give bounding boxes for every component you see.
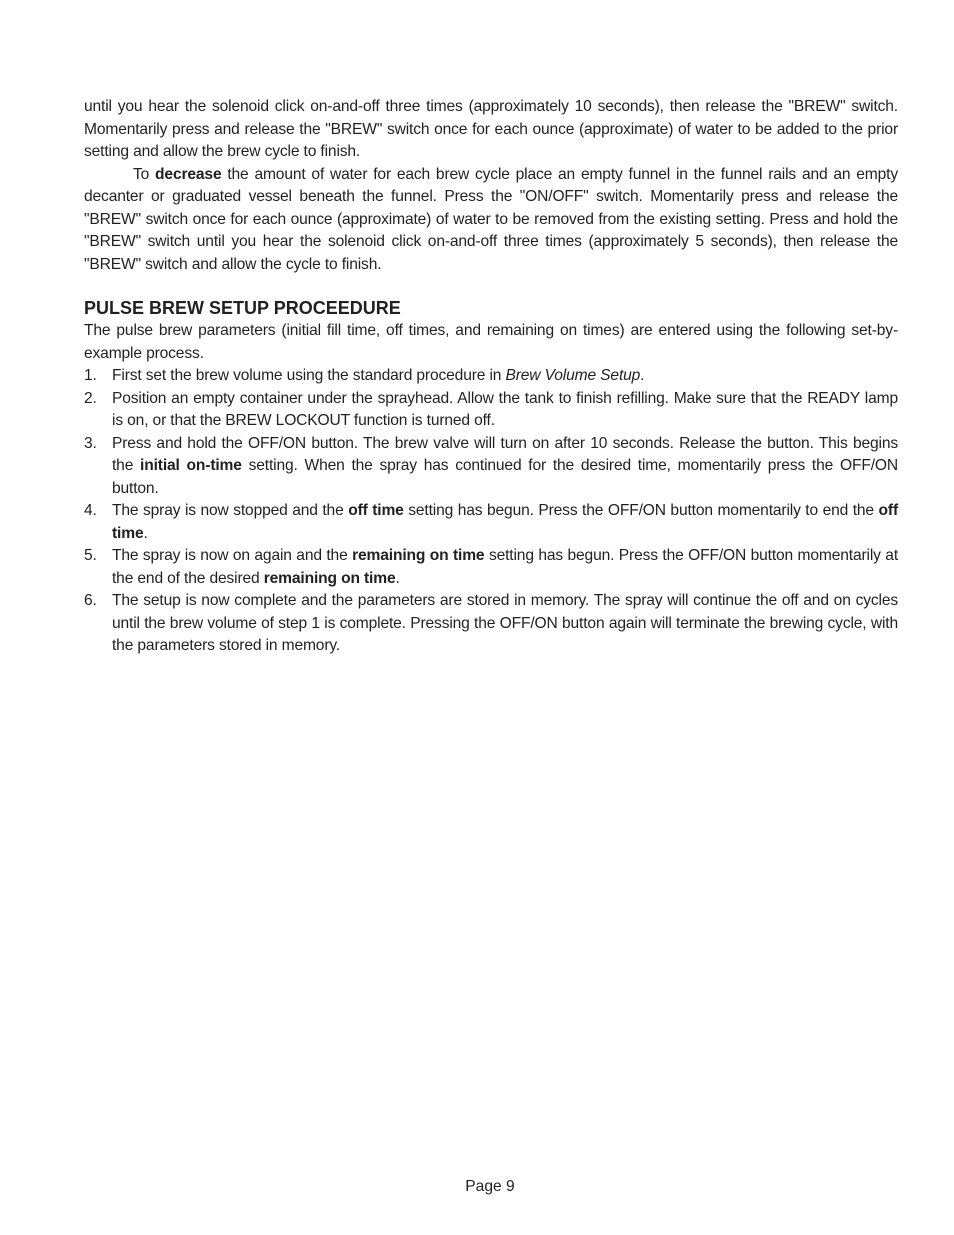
step-number: 2. (84, 389, 97, 407)
section-heading: PULSE BREW SETUP PROCEEDURE (84, 298, 401, 318)
step-number: 3. (84, 434, 97, 452)
step-text: The spray is now stopped and the (112, 502, 349, 519)
section-intro: The pulse brew parameters (initial fill time, off times, and remaining on times) are entered using the following set-by-example process. (84, 322, 898, 362)
step-text: . (143, 524, 148, 542)
step-text: Position an empty container under the sprayhead. Allow the tank to finish refilling. Make sure that the READY lamp is on, or that the BREW LOCKOUT function is turned off. (112, 389, 898, 429)
page-number: Page 9 (465, 1178, 515, 1195)
step-number: 4. (84, 502, 97, 519)
step-1 (84, 365, 898, 388)
step-text: setting has begun. Press the OFF/ON button momentarily to end the (403, 502, 879, 519)
document-body (84, 96, 898, 658)
decrease-rest: the amount of water for each brew cycle place an empty funnel in the funnel rails and an empty decanter or graduated vessel beneath the funnel. Press the "ON/OFF" switch. Momentarily press and release the "BREW" switch once for each ounce (approximate) of water to be removed from the existing setting. Press and hold the "BREW" switch until you hear the solenoid click on-and-off three times (approximately 5 seconds), then release the "BREW" switch and allow the cycle to finish. (84, 165, 898, 273)
step-text: setting has begun. Press the OFF/ON button momentarily at the end of the desired (112, 547, 899, 587)
step-text: . (395, 569, 400, 587)
decrease-lead: To (133, 165, 156, 183)
decrease-paragraph (84, 164, 898, 277)
step-number: 5. (84, 547, 97, 564)
steps-list (84, 365, 898, 658)
step-6 (84, 590, 898, 658)
step-number: 6. (84, 592, 97, 609)
step-emphasis: remaining on time (352, 547, 485, 564)
step-text: . (640, 367, 645, 384)
step-text: setting. When the spray has continued for the desired time, momentarily press the OFF/ON button. (112, 457, 898, 497)
step-3 (84, 433, 898, 501)
step-reference: Brew Volume Setup (505, 367, 641, 384)
continuation-paragraph: until you hear the solenoid click on-and-off three times (approximately 10 seconds), then release the "BREW" switch. Momentarily press and release the "BREW" switch once for each ounce (approximate) of water to be added to the prior setting and allow the brew cycle to finish. (84, 98, 898, 160)
step-5 (84, 545, 898, 590)
step-number: 1. (84, 367, 97, 384)
step-2 (84, 388, 898, 433)
decrease-emphasis: decrease (155, 165, 222, 183)
step-emphasis: off time (348, 502, 404, 519)
step-emphasis: initial on-time (140, 457, 242, 474)
step-4 (84, 500, 898, 545)
step-text: The spray is now on again and the (112, 547, 353, 564)
step-emphasis: off time (112, 502, 898, 542)
step-text: First set the brew volume using the standard procedure in (112, 367, 506, 384)
step-text: The setup is now complete and the parameters are stored in memory. The spray will continue the off and on cycles until the brew volume of step 1 is complete. Pressing the OFF/ON button again will terminate the brewing cycle, with the parameters stored in memory. (112, 592, 898, 654)
step-text: Press and hold the OFF/ON button. The brew valve will turn on after 10 seconds. Release the button. This begins the (112, 434, 898, 474)
step-emphasis: remaining on time (263, 569, 396, 587)
